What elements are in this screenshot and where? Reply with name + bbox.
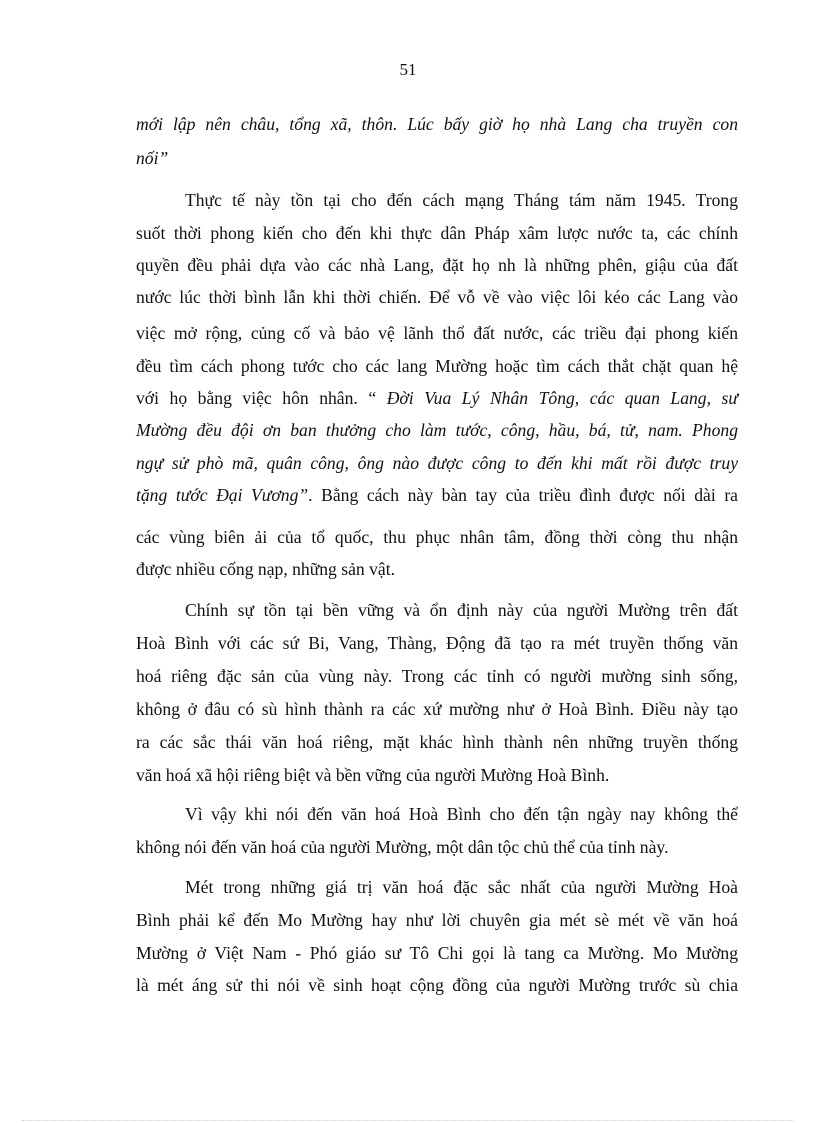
text-line xyxy=(136,184,738,217)
italic-text: Mường đều đội ơn ban thưởng cho làm tước, công, hầu, bá, tử, nam. Phong xyxy=(136,420,738,440)
italic-text: tặng tước Đại Vương” xyxy=(136,485,309,505)
text-run: . Bằng cách này bàn tay của triều đình được nối dài ra xyxy=(308,485,738,505)
text-line xyxy=(136,969,738,1002)
text-run: việc mở rộng, củng cố và bảo vệ lãnh thổ đất nước, các triều đại phong kiến xyxy=(136,323,738,343)
text-line xyxy=(136,382,738,415)
text-run: hoá riêng đặc sản của vùng này. Trong các tỉnh có người mường sinh sống, xyxy=(136,666,738,686)
text-line xyxy=(136,693,738,726)
text-line xyxy=(136,759,738,792)
text-line xyxy=(136,553,738,586)
text-line xyxy=(136,108,738,141)
text-run: với họ bằng việc hôn nhân. “ xyxy=(136,388,387,408)
text-run: Vì vậy khi nói đến văn hoá Hoà Bình cho đến tận ngày nay không thể xyxy=(185,804,738,824)
text-line xyxy=(136,726,738,759)
bottom-rule xyxy=(22,1120,794,1121)
italic-text: mới lập nên châu, tổng xã, thôn. Lúc bấy giờ họ nhà Lang cha truyền con xyxy=(136,114,738,134)
text-line xyxy=(136,871,738,904)
text-run: văn hoá xã hội riêng biệt và bền vững của người Mường Hoà Bình. xyxy=(136,765,610,785)
text-line xyxy=(136,831,738,864)
italic-text: ngự sử phò mã, quân công, ông nào được công to đến khi mất rồi được truy xyxy=(136,453,738,473)
text-run: là mét áng sử thi nói về sinh hoạt cộng đồng của người Mường trước sù chia xyxy=(136,975,738,995)
text-run: ra các sắc thái văn hoá riêng, mặt khác hình thành nên những truyền thống xyxy=(136,732,738,752)
text-line xyxy=(136,414,738,447)
text-run: nước lúc thời bình lẫn khi thời chiến. Để vỗ về vào việc lôi kéo các Lang vào xyxy=(136,287,738,307)
text-line xyxy=(136,447,738,480)
text-line xyxy=(136,660,738,693)
text-line xyxy=(136,479,738,512)
text-line xyxy=(136,627,738,660)
text-line xyxy=(136,217,738,250)
text-line xyxy=(136,798,738,831)
text-run: quyền đều phải dựa vào các nhà Lang, đặt họ nh là những phên, giậu của đất xyxy=(136,255,738,275)
text-line xyxy=(136,521,738,554)
text-run: được nhiều cống nạp, những sản vật. xyxy=(136,559,395,579)
text-line xyxy=(136,317,738,350)
text-line xyxy=(136,281,738,314)
text-line xyxy=(136,594,738,627)
text-run: các vùng biên ải của tổ quốc, thu phục nhân tâm, đồng thời còng thu nhận xyxy=(136,527,738,547)
text-run: Bình phải kể đến Mo Mường hay như lời chuyên gia mét sè mét về văn hoá xyxy=(136,910,738,930)
text-line xyxy=(136,142,738,175)
text-run: Mường ở Việt Nam - Phó giáo sư Tô Chi gọi là tang ca Mường. Mo Mường xyxy=(136,943,738,963)
text-run: Chính sự tồn tại bền vững và ổn định này của người Mường trên đất xyxy=(185,600,738,620)
text-run: suốt thời phong kiến cho đến khi thực dân Pháp xâm lược nước ta, các chính xyxy=(136,223,738,243)
text-run: đều tìm cách phong tước cho các lang Mường hoặc tìm cách thắt chặt quan hệ xyxy=(136,356,738,376)
text-line xyxy=(136,937,738,970)
italic-text: nối” xyxy=(136,148,169,168)
text-line xyxy=(136,350,738,383)
text-line xyxy=(136,249,738,282)
italic-text: Đời Vua Lý Nhân Tông, các quan Lang, sư xyxy=(386,388,738,408)
page-number: 51 xyxy=(399,60,417,79)
text-run: Mét trong những giá trị văn hoá đặc sắc nhất của người Mường Hoà xyxy=(185,877,738,897)
text-line xyxy=(136,904,738,937)
text-run: không nói đến văn hoá của người Mường, một dân tộc chủ thể của tỉnh này. xyxy=(136,837,669,857)
text-run: không ở đâu có sù hình thành ra các xứ mường như ở Hoà Bình. Điều này tạo xyxy=(136,699,738,719)
text-run: Hoà Bình với các sứ Bi, Vang, Thàng, Động đã tạo ra mét truyền thống văn xyxy=(136,633,738,653)
text-run: Thực tế này tồn tại cho đến cách mạng Tháng tám năm 1945. Trong xyxy=(185,190,738,210)
